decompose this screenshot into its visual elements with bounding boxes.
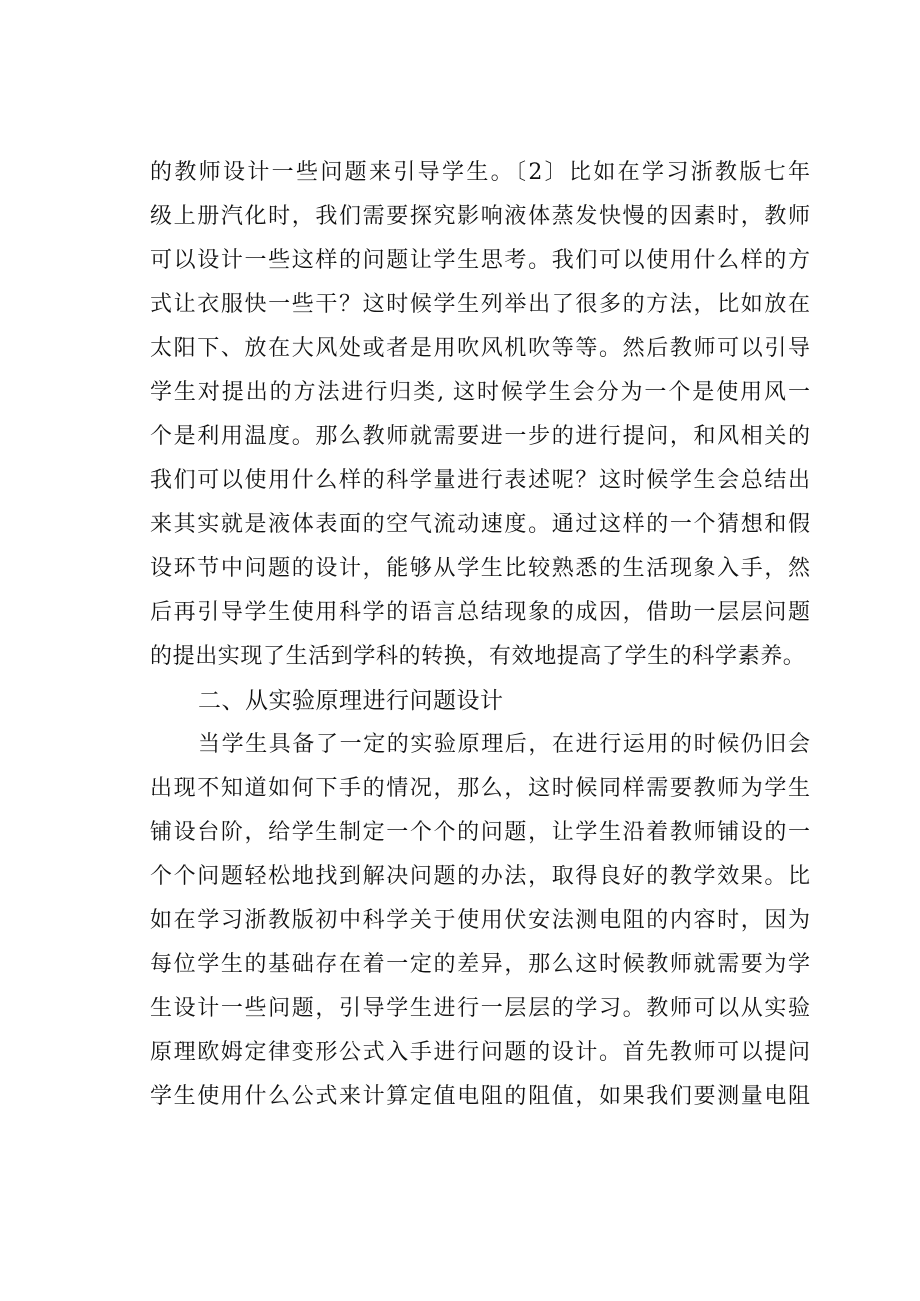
paragraph-1-line-9: 来其实就是液体表面的空气流动速度。通过这样的一个猜想和假 [150,512,810,537]
paragraph-2-line-7: 生设计一些问题，引导学生进行一层层的学习。教师可以从实验 [150,996,810,1021]
paragraph-2-line-2: 出现不知道如何下手的情况，那么，这时候同样需要教师为学生 [150,776,810,801]
paragraph-1-line-8: 我们可以使用什么样的科学量进行表述呢？这时候学生会总结出 [150,468,810,493]
paragraph-1-line-11: 后再引导学生使用科学的语言总结现象的成因，借助一层层问题 [150,600,810,625]
paragraph-2-line-1: 当学生具备了一定的实验原理后，在进行运用的时候仍旧会 [198,732,810,757]
paragraph-1-line-1: 的教师设计一些问题来引导学生。〔2〕比如在学习浙教版七年 [150,160,810,185]
paragraph-2-line-9: 学生使用什么公式来计算定值电阻的阻值，如果我们要测量电阻 [150,1084,810,1109]
paragraph-1-line-6: 学生对提出的方法进行归类, 这时候学生会分为一个是使用风一 [150,380,810,405]
paragraph-1-line-10: 设环节中问题的设计，能够从学生比较熟悉的生活现象入手，然 [150,556,810,581]
paragraph-1-line-5: 太阳下、放在大风处或者是用吹风机吹等等。然后教师可以引导 [150,336,810,361]
paragraph-2-line-5: 如在学习浙教版初中科学关于使用伏安法测电阻的内容时，因为 [150,908,810,933]
paragraph-2-line-4: 个个问题轻松地找到解决问题的办法，取得良好的教学效果。比 [150,864,810,889]
paragraph-1-line-3: 可以设计一些这样的问题让学生思考。我们可以使用什么样的方 [150,248,810,273]
paragraph-2-line-6: 每位学生的基础存在着一定的差异，那么这时候教师就需要为学 [150,952,810,977]
paragraph-1-line-4: 式让衣服快一些干？这时候学生列举出了很多的方法，比如放在 [150,292,810,317]
section-heading: 二、从实验原理进行问题设计 [198,688,504,714]
paragraph-1-line-7: 个是利用温度。那么教师就需要进一步的进行提问，和风相关的 [150,424,810,449]
paragraph-2-line-8: 原理欧姆定律变形公式入手进行问题的设计。首先教师可以提问 [150,1040,810,1065]
paragraph-1-line-12: 的提出实现了生活到学科的转换，有效地提高了学生的科学素养。 [150,644,806,669]
paragraph-2-line-3: 铺设台阶，给学生制定一个个的问题，让学生沿着教师铺设的一 [150,820,810,845]
paragraph-1-line-2: 级上册汽化时，我们需要探究影响液体蒸发快慢的因素时，教师 [150,204,810,229]
